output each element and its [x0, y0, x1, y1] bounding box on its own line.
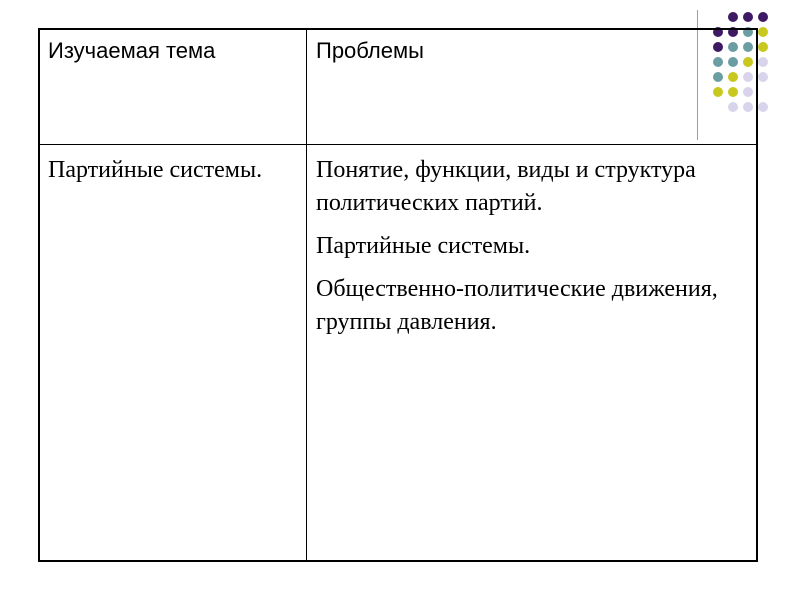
decorative-dot	[758, 12, 768, 22]
content-table	[38, 28, 758, 562]
table-header-problems: Проблемы	[316, 38, 424, 63]
table-cell-problems	[316, 154, 746, 349]
decorative-dot	[758, 42, 768, 52]
problem-item: Общественно-политические движения, группы давления.	[316, 276, 718, 335]
table-row-divider	[40, 144, 756, 145]
decorative-dot	[758, 102, 768, 112]
problem-item: Партийные системы.	[316, 233, 531, 259]
decorative-dot	[743, 12, 753, 22]
decorative-dot	[758, 27, 768, 37]
decorative-dot	[758, 57, 768, 67]
problem-item: Понятие, функции, виды и структура политических партий.	[316, 157, 696, 216]
decorative-dot	[758, 72, 768, 82]
decorative-dot	[728, 12, 738, 22]
table-cell-topic: Партийные системы.	[48, 157, 263, 183]
table-column-divider	[306, 30, 307, 560]
table-header-topic: Изучаемая тема	[48, 38, 216, 63]
